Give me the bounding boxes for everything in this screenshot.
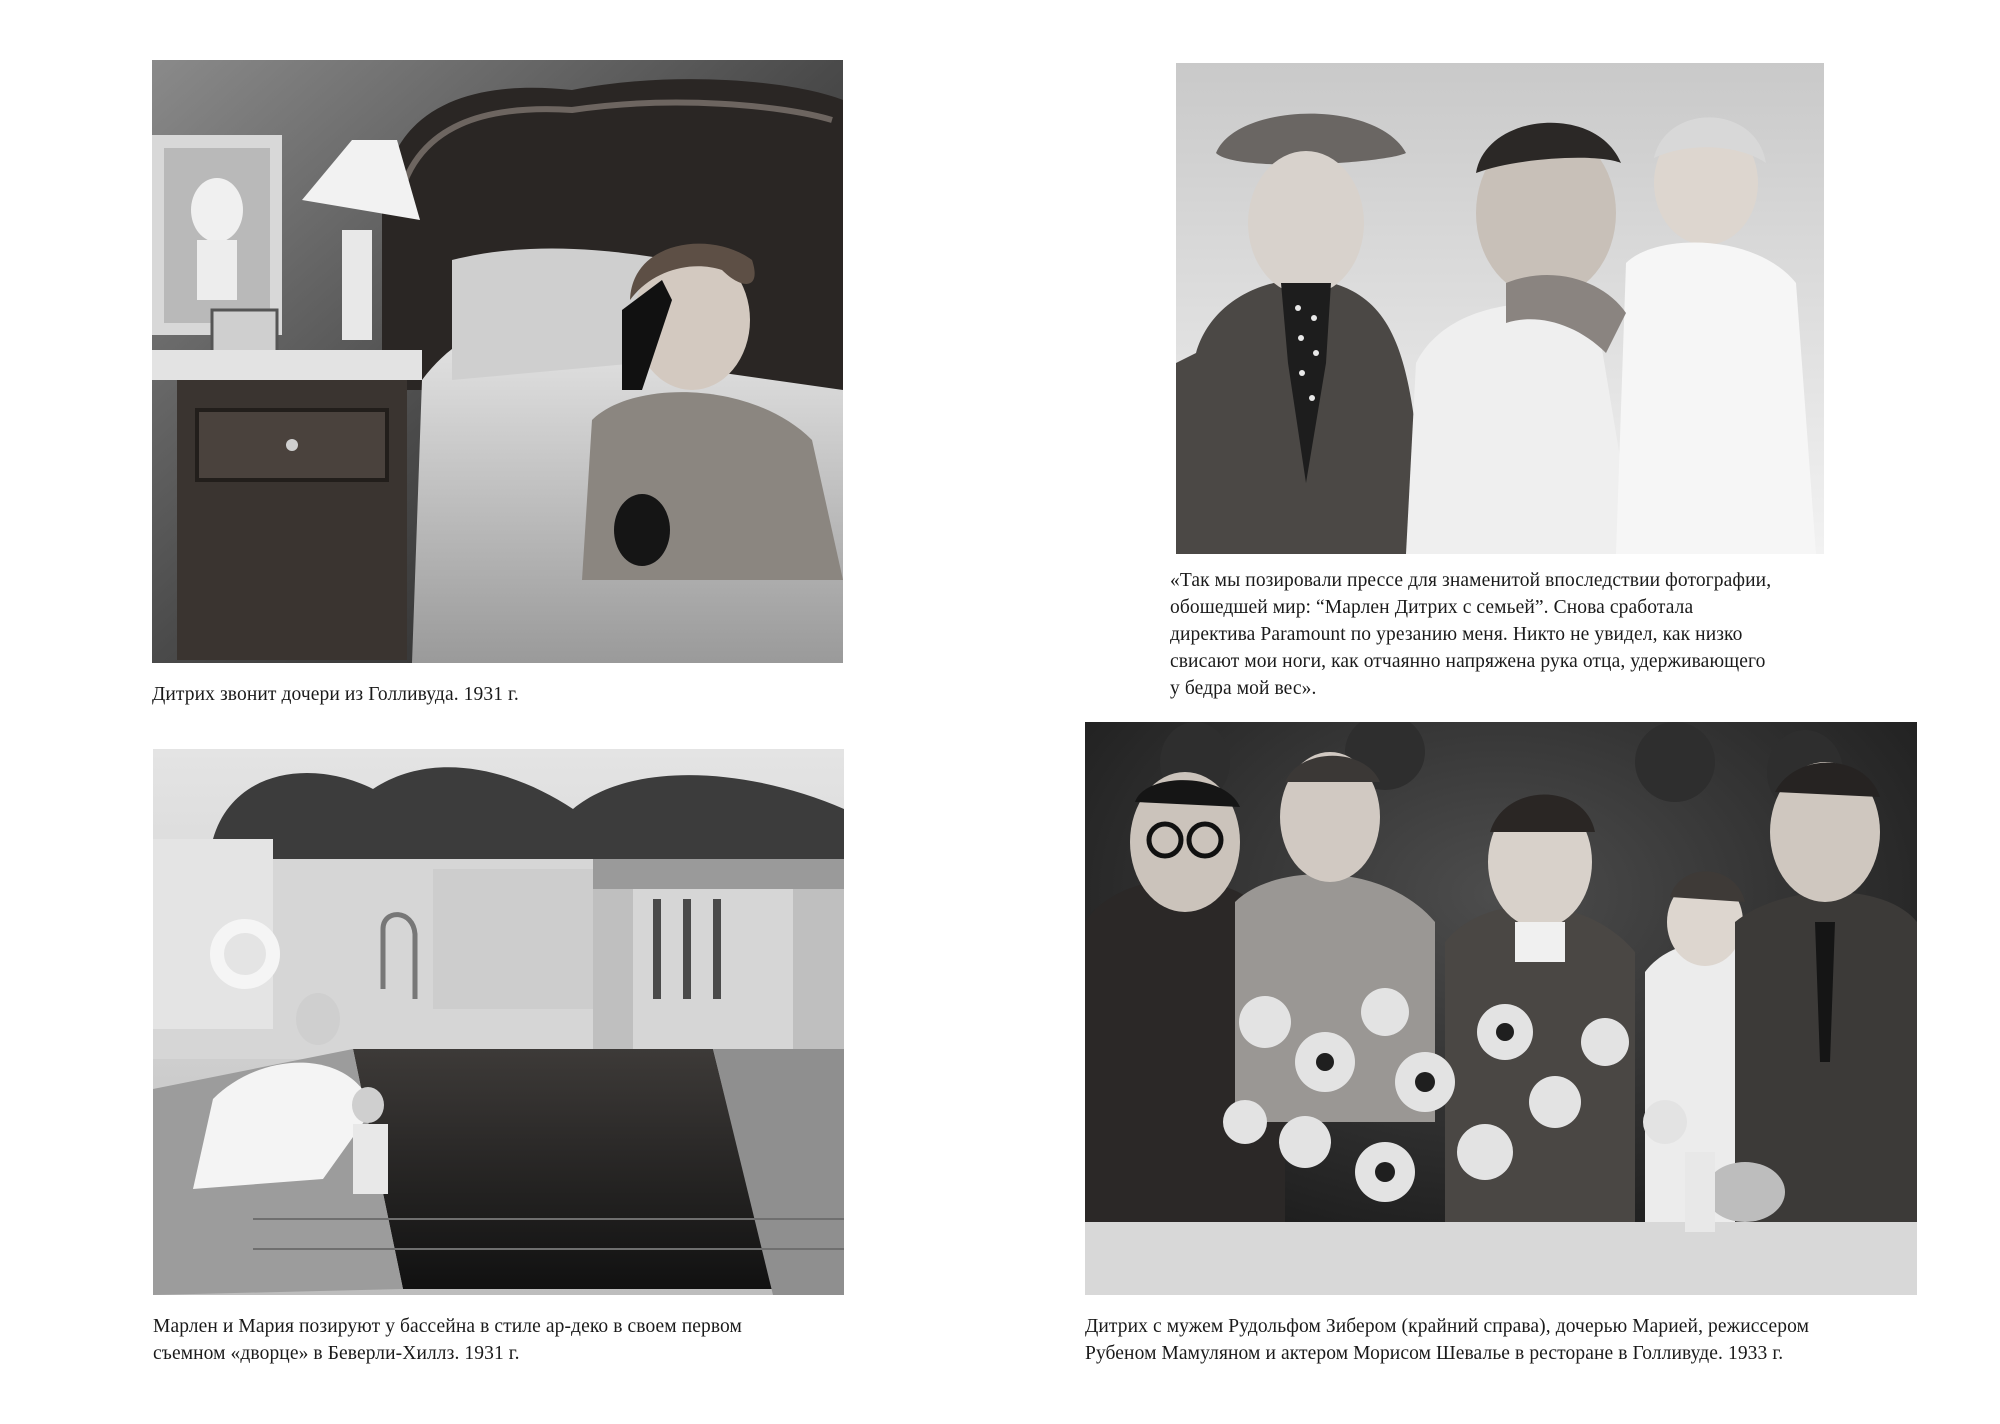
caption-family-line: свисают мои ноги, как отчаянно напряжена рука отца, удерживающего [1170, 651, 1766, 672]
caption-restaurant-line: Дитрих с мужем Рудольфом Зибером (крайний справа), дочерью Марией, режиссером [1085, 1316, 1810, 1337]
photo-dietrich-phone [152, 60, 843, 663]
caption-family-line: директива Paramount по урезанию меня. Никто не увидел, как низко [1170, 624, 1743, 645]
caption-pool-line: Марлен и Мария позируют у бассейна в стиле ар-деко в своем первом [153, 1316, 742, 1337]
caption-family-line: «Так мы позировали прессе для знаменитой впоследствии фотографии, [1170, 570, 1772, 591]
caption-family [1170, 567, 1870, 702]
caption-pool [153, 1313, 873, 1367]
caption-restaurant-line: Рубеном Мамуляном и актером Морисом Шевалье в ресторане в Голливуде. 1933 г. [1085, 1343, 1784, 1364]
caption-family-line: у бедра мой вес». [1170, 678, 1317, 699]
photo-restaurant [1085, 722, 1917, 1295]
caption-phone: Дитрих звонит дочери из Голливуда. 1931 г. [152, 684, 519, 705]
caption-pool-line: съемном «дворце» в Беверли-Хиллз. 1931 г. [153, 1343, 520, 1364]
photo-pool [153, 749, 844, 1295]
caption-restaurant [1085, 1313, 1965, 1367]
caption-family-line: обошедшей мир: “Марлен Дитрих с семьей”. Снова сработала [1170, 597, 1694, 618]
photo-dietrich-family [1176, 63, 1824, 554]
